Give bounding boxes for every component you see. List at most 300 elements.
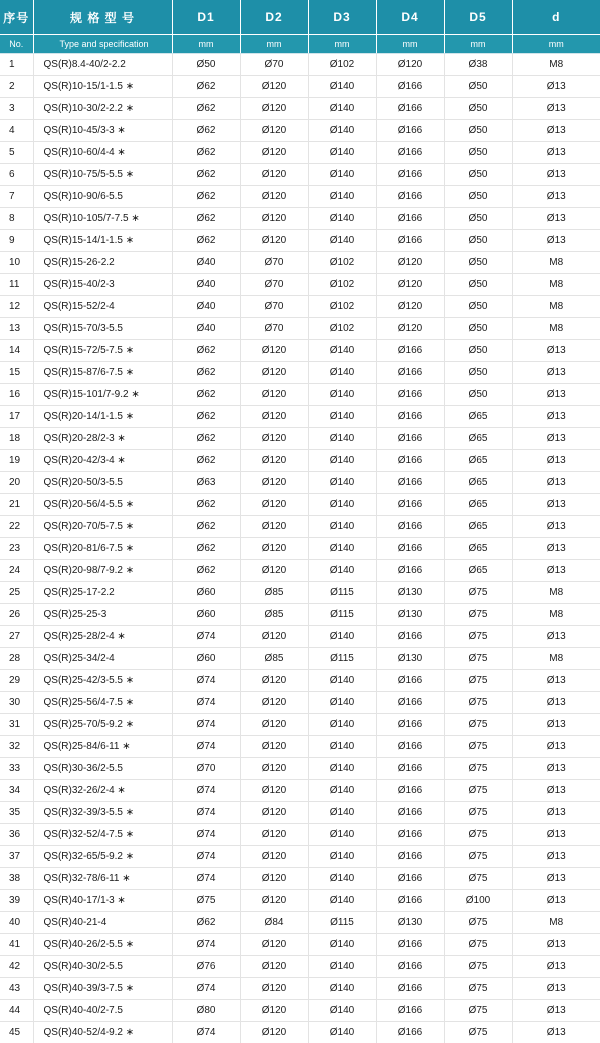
cell-no: 39 bbox=[0, 890, 33, 912]
cell-type: QS(R)40-21-4 bbox=[33, 912, 172, 934]
cell-type: QS(R)25-56/4-7.5 ∗ bbox=[33, 692, 172, 714]
cell-type: QS(R)20-56/4-5.5 ∗ bbox=[33, 494, 172, 516]
cell-d: Ø13 bbox=[512, 1022, 600, 1043]
cell-type: QS(R)10-15/1-1.5 ∗ bbox=[33, 76, 172, 98]
cell-type: QS(R)15-40/2-3 bbox=[33, 274, 172, 296]
cell-d3: Ø140 bbox=[308, 626, 376, 648]
cell-d4: Ø166 bbox=[376, 76, 444, 98]
cell-d2: Ø120 bbox=[240, 824, 308, 846]
cell-d2: Ø84 bbox=[240, 912, 308, 934]
cell-d4: Ø166 bbox=[376, 472, 444, 494]
cell-d2: Ø120 bbox=[240, 340, 308, 362]
cell-d: M8 bbox=[512, 274, 600, 296]
header-d4-cn: D4 bbox=[376, 0, 444, 35]
cell-type: QS(R)40-17/1-3 ∗ bbox=[33, 890, 172, 912]
cell-d1: Ø76 bbox=[172, 956, 240, 978]
cell-d5: Ø50 bbox=[444, 384, 512, 406]
table-row bbox=[0, 98, 600, 120]
cell-d4: Ø166 bbox=[376, 120, 444, 142]
cell-d2: Ø120 bbox=[240, 76, 308, 98]
table-row bbox=[0, 340, 600, 362]
cell-d: Ø13 bbox=[512, 956, 600, 978]
cell-d1: Ø74 bbox=[172, 780, 240, 802]
cell-no: 2 bbox=[0, 76, 33, 98]
header-d5-cn: D5 bbox=[444, 0, 512, 35]
table-row bbox=[0, 494, 600, 516]
header-d2-cn: D2 bbox=[240, 0, 308, 35]
cell-d1: Ø62 bbox=[172, 142, 240, 164]
table-row bbox=[0, 714, 600, 736]
cell-d1: Ø62 bbox=[172, 450, 240, 472]
cell-d4: Ø166 bbox=[376, 362, 444, 384]
cell-d2: Ø120 bbox=[240, 230, 308, 252]
table-row bbox=[0, 472, 600, 494]
table-row bbox=[0, 692, 600, 714]
cell-d2: Ø120 bbox=[240, 142, 308, 164]
cell-d4: Ø166 bbox=[376, 890, 444, 912]
cell-d: Ø13 bbox=[512, 868, 600, 890]
cell-d1: Ø62 bbox=[172, 164, 240, 186]
cell-no: 3 bbox=[0, 98, 33, 120]
cell-d: Ø13 bbox=[512, 494, 600, 516]
cell-no: 8 bbox=[0, 208, 33, 230]
cell-type: QS(R)40-39/3-7.5 ∗ bbox=[33, 978, 172, 1000]
cell-d5: Ø75 bbox=[444, 978, 512, 1000]
cell-d1: Ø74 bbox=[172, 868, 240, 890]
cell-d1: Ø40 bbox=[172, 274, 240, 296]
cell-no: 11 bbox=[0, 274, 33, 296]
cell-d3: Ø140 bbox=[308, 890, 376, 912]
table-row bbox=[0, 956, 600, 978]
header-d4-unit: mm bbox=[376, 35, 444, 54]
cell-type: QS(R)10-45/3-3 ∗ bbox=[33, 120, 172, 142]
cell-d5: Ø75 bbox=[444, 604, 512, 626]
cell-d3: Ø140 bbox=[308, 208, 376, 230]
cell-d2: Ø85 bbox=[240, 582, 308, 604]
cell-d: Ø13 bbox=[512, 516, 600, 538]
table-row bbox=[0, 384, 600, 406]
cell-d5: Ø50 bbox=[444, 98, 512, 120]
cell-d1: Ø62 bbox=[172, 208, 240, 230]
cell-d5: Ø75 bbox=[444, 846, 512, 868]
cell-d4: Ø166 bbox=[376, 802, 444, 824]
cell-d5: Ø75 bbox=[444, 692, 512, 714]
cell-d2: Ø120 bbox=[240, 692, 308, 714]
cell-d3: Ø115 bbox=[308, 582, 376, 604]
cell-d2: Ø120 bbox=[240, 868, 308, 890]
cell-type: QS(R)25-84/6-11 ∗ bbox=[33, 736, 172, 758]
cell-d2: Ø120 bbox=[240, 714, 308, 736]
cell-d2: Ø120 bbox=[240, 626, 308, 648]
cell-d: Ø13 bbox=[512, 626, 600, 648]
header-d1-unit: mm bbox=[172, 35, 240, 54]
cell-d4: Ø166 bbox=[376, 428, 444, 450]
cell-d3: Ø140 bbox=[308, 98, 376, 120]
cell-d2: Ø120 bbox=[240, 208, 308, 230]
cell-d2: Ø120 bbox=[240, 1000, 308, 1022]
cell-d1: Ø62 bbox=[172, 560, 240, 582]
cell-no: 32 bbox=[0, 736, 33, 758]
cell-d3: Ø140 bbox=[308, 736, 376, 758]
cell-d: Ø13 bbox=[512, 736, 600, 758]
cell-d1: Ø62 bbox=[172, 516, 240, 538]
cell-d1: Ø62 bbox=[172, 98, 240, 120]
cell-type: QS(R)20-14/1-1.5 ∗ bbox=[33, 406, 172, 428]
cell-no: 18 bbox=[0, 428, 33, 450]
cell-no: 1 bbox=[0, 54, 33, 76]
cell-type: QS(R)30-36/2-5.5 bbox=[33, 758, 172, 780]
cell-d5: Ø65 bbox=[444, 494, 512, 516]
cell-d: M8 bbox=[512, 252, 600, 274]
cell-d3: Ø140 bbox=[308, 758, 376, 780]
cell-d4: Ø166 bbox=[376, 494, 444, 516]
cell-no: 30 bbox=[0, 692, 33, 714]
cell-d4: Ø166 bbox=[376, 516, 444, 538]
cell-d: Ø13 bbox=[512, 560, 600, 582]
cell-d1: Ø74 bbox=[172, 670, 240, 692]
cell-d1: Ø50 bbox=[172, 54, 240, 76]
cell-d5: Ø65 bbox=[444, 560, 512, 582]
table-row bbox=[0, 318, 600, 340]
cell-d4: Ø166 bbox=[376, 340, 444, 362]
cell-d: Ø13 bbox=[512, 142, 600, 164]
header-row-cn bbox=[0, 0, 600, 35]
cell-d4: Ø166 bbox=[376, 186, 444, 208]
cell-d: Ø13 bbox=[512, 890, 600, 912]
header-d-unit: mm bbox=[512, 35, 600, 54]
cell-d2: Ø120 bbox=[240, 956, 308, 978]
cell-d5: Ø50 bbox=[444, 76, 512, 98]
cell-d2: Ø70 bbox=[240, 318, 308, 340]
cell-d5: Ø50 bbox=[444, 318, 512, 340]
cell-type: QS(R)25-34/2-4 bbox=[33, 648, 172, 670]
cell-no: 5 bbox=[0, 142, 33, 164]
cell-d: Ø13 bbox=[512, 208, 600, 230]
cell-d4: Ø166 bbox=[376, 98, 444, 120]
cell-d2: Ø120 bbox=[240, 670, 308, 692]
header-d1-cn: D1 bbox=[172, 0, 240, 35]
cell-no: 13 bbox=[0, 318, 33, 340]
cell-d3: Ø115 bbox=[308, 604, 376, 626]
cell-d4: Ø166 bbox=[376, 736, 444, 758]
cell-type: QS(R)25-42/3-5.5 ∗ bbox=[33, 670, 172, 692]
header-no-en: No. bbox=[0, 35, 33, 54]
cell-d3: Ø140 bbox=[308, 934, 376, 956]
cell-d: M8 bbox=[512, 648, 600, 670]
cell-d: M8 bbox=[512, 54, 600, 76]
cell-d1: Ø74 bbox=[172, 626, 240, 648]
cell-d4: Ø120 bbox=[376, 318, 444, 340]
cell-no: 23 bbox=[0, 538, 33, 560]
cell-d1: Ø74 bbox=[172, 802, 240, 824]
cell-type: QS(R)15-101/7-9.2 ∗ bbox=[33, 384, 172, 406]
cell-d4: Ø130 bbox=[376, 912, 444, 934]
cell-type: QS(R)32-65/5-9.2 ∗ bbox=[33, 846, 172, 868]
table-row bbox=[0, 230, 600, 252]
cell-d1: Ø62 bbox=[172, 384, 240, 406]
cell-d: Ø13 bbox=[512, 76, 600, 98]
cell-d1: Ø74 bbox=[172, 736, 240, 758]
cell-d5: Ø75 bbox=[444, 1022, 512, 1043]
table-row bbox=[0, 186, 600, 208]
cell-d2: Ø120 bbox=[240, 560, 308, 582]
cell-d1: Ø60 bbox=[172, 582, 240, 604]
cell-d3: Ø140 bbox=[308, 824, 376, 846]
cell-d4: Ø166 bbox=[376, 626, 444, 648]
cell-d1: Ø40 bbox=[172, 318, 240, 340]
cell-d5: Ø75 bbox=[444, 714, 512, 736]
table-row bbox=[0, 274, 600, 296]
cell-no: 26 bbox=[0, 604, 33, 626]
cell-d5: Ø50 bbox=[444, 362, 512, 384]
header-row-en bbox=[0, 35, 600, 54]
cell-d5: Ø50 bbox=[444, 340, 512, 362]
cell-d4: Ø130 bbox=[376, 604, 444, 626]
cell-type: QS(R)15-87/6-7.5 ∗ bbox=[33, 362, 172, 384]
cell-no: 44 bbox=[0, 1000, 33, 1022]
cell-d3: Ø102 bbox=[308, 296, 376, 318]
cell-d3: Ø140 bbox=[308, 450, 376, 472]
cell-d: Ø13 bbox=[512, 846, 600, 868]
cell-no: 10 bbox=[0, 252, 33, 274]
cell-d3: Ø140 bbox=[308, 142, 376, 164]
cell-d5: Ø75 bbox=[444, 802, 512, 824]
cell-d4: Ø120 bbox=[376, 54, 444, 76]
cell-d4: Ø166 bbox=[376, 406, 444, 428]
cell-no: 38 bbox=[0, 868, 33, 890]
cell-d5: Ø38 bbox=[444, 54, 512, 76]
cell-type: QS(R)10-75/5-5.5 ∗ bbox=[33, 164, 172, 186]
cell-d1: Ø63 bbox=[172, 472, 240, 494]
cell-d: Ø13 bbox=[512, 362, 600, 384]
header-d5-unit: mm bbox=[444, 35, 512, 54]
cell-no: 36 bbox=[0, 824, 33, 846]
header-d-cn: d bbox=[512, 0, 600, 35]
cell-d: Ø13 bbox=[512, 384, 600, 406]
table-row bbox=[0, 846, 600, 868]
cell-type: QS(R)15-52/2-4 bbox=[33, 296, 172, 318]
cell-no: 20 bbox=[0, 472, 33, 494]
cell-d5: Ø65 bbox=[444, 472, 512, 494]
cell-d1: Ø62 bbox=[172, 230, 240, 252]
cell-d3: Ø140 bbox=[308, 956, 376, 978]
cell-d4: Ø166 bbox=[376, 142, 444, 164]
cell-d3: Ø102 bbox=[308, 54, 376, 76]
cell-d3: Ø140 bbox=[308, 538, 376, 560]
cell-no: 45 bbox=[0, 1022, 33, 1043]
cell-d5: Ø75 bbox=[444, 670, 512, 692]
cell-no: 19 bbox=[0, 450, 33, 472]
table-row bbox=[0, 626, 600, 648]
cell-d3: Ø140 bbox=[308, 692, 376, 714]
cell-d2: Ø120 bbox=[240, 362, 308, 384]
table-row bbox=[0, 164, 600, 186]
cell-d5: Ø75 bbox=[444, 758, 512, 780]
cell-d2: Ø120 bbox=[240, 846, 308, 868]
cell-no: 34 bbox=[0, 780, 33, 802]
table-row bbox=[0, 736, 600, 758]
cell-d4: Ø166 bbox=[376, 692, 444, 714]
table-row bbox=[0, 912, 600, 934]
cell-d: Ø13 bbox=[512, 802, 600, 824]
cell-type: QS(R)40-30/2-5.5 bbox=[33, 956, 172, 978]
cell-d4: Ø166 bbox=[376, 868, 444, 890]
cell-d1: Ø62 bbox=[172, 340, 240, 362]
cell-d5: Ø65 bbox=[444, 450, 512, 472]
table-row bbox=[0, 362, 600, 384]
cell-no: 22 bbox=[0, 516, 33, 538]
cell-d: Ø13 bbox=[512, 538, 600, 560]
table-row bbox=[0, 142, 600, 164]
cell-d3: Ø140 bbox=[308, 802, 376, 824]
table-row bbox=[0, 1000, 600, 1022]
cell-d2: Ø70 bbox=[240, 54, 308, 76]
cell-d5: Ø65 bbox=[444, 428, 512, 450]
cell-type: QS(R)25-25-3 bbox=[33, 604, 172, 626]
cell-d3: Ø140 bbox=[308, 406, 376, 428]
cell-d3: Ø140 bbox=[308, 714, 376, 736]
cell-d5: Ø75 bbox=[444, 868, 512, 890]
cell-no: 7 bbox=[0, 186, 33, 208]
cell-type: QS(R)10-105/7-7.5 ∗ bbox=[33, 208, 172, 230]
cell-d3: Ø140 bbox=[308, 164, 376, 186]
cell-d3: Ø140 bbox=[308, 780, 376, 802]
cell-type: QS(R)40-26/2-5.5 ∗ bbox=[33, 934, 172, 956]
cell-d: Ø13 bbox=[512, 1000, 600, 1022]
table-row bbox=[0, 604, 600, 626]
cell-d: Ø13 bbox=[512, 98, 600, 120]
cell-d5: Ø75 bbox=[444, 934, 512, 956]
cell-d5: Ø75 bbox=[444, 626, 512, 648]
cell-d4: Ø166 bbox=[376, 670, 444, 692]
cell-no: 37 bbox=[0, 846, 33, 868]
cell-d1: Ø62 bbox=[172, 494, 240, 516]
cell-d3: Ø102 bbox=[308, 252, 376, 274]
header-type-cn: 规 格 型 号 bbox=[33, 0, 172, 35]
cell-d5: Ø100 bbox=[444, 890, 512, 912]
table-row bbox=[0, 934, 600, 956]
cell-d: Ø13 bbox=[512, 120, 600, 142]
cell-d: Ø13 bbox=[512, 164, 600, 186]
cell-d5: Ø75 bbox=[444, 956, 512, 978]
cell-no: 29 bbox=[0, 670, 33, 692]
cell-d3: Ø140 bbox=[308, 428, 376, 450]
cell-d5: Ø75 bbox=[444, 648, 512, 670]
cell-type: QS(R)20-81/6-7.5 ∗ bbox=[33, 538, 172, 560]
cell-d1: Ø74 bbox=[172, 934, 240, 956]
cell-d2: Ø120 bbox=[240, 406, 308, 428]
cell-d4: Ø166 bbox=[376, 164, 444, 186]
cell-d4: Ø166 bbox=[376, 934, 444, 956]
cell-type: QS(R)10-90/6-5.5 bbox=[33, 186, 172, 208]
table-row bbox=[0, 824, 600, 846]
cell-type: QS(R)32-78/6-11 ∗ bbox=[33, 868, 172, 890]
cell-d3: Ø140 bbox=[308, 384, 376, 406]
cell-d: Ø13 bbox=[512, 978, 600, 1000]
cell-d2: Ø120 bbox=[240, 736, 308, 758]
cell-d5: Ø75 bbox=[444, 912, 512, 934]
cell-d4: Ø166 bbox=[376, 846, 444, 868]
cell-d2: Ø120 bbox=[240, 1022, 308, 1043]
cell-d1: Ø62 bbox=[172, 120, 240, 142]
cell-d3: Ø140 bbox=[308, 230, 376, 252]
cell-type: QS(R)40-52/4-9.2 ∗ bbox=[33, 1022, 172, 1043]
cell-d: M8 bbox=[512, 318, 600, 340]
cell-d2: Ø120 bbox=[240, 98, 308, 120]
cell-d4: Ø166 bbox=[376, 1022, 444, 1043]
cell-type: QS(R)10-30/2-2.2 ∗ bbox=[33, 98, 172, 120]
table-row bbox=[0, 296, 600, 318]
cell-d: Ø13 bbox=[512, 186, 600, 208]
cell-d1: Ø74 bbox=[172, 714, 240, 736]
cell-d4: Ø166 bbox=[376, 384, 444, 406]
cell-type: QS(R)25-70/5-9.2 ∗ bbox=[33, 714, 172, 736]
table-row bbox=[0, 428, 600, 450]
table-row bbox=[0, 890, 600, 912]
cell-d: Ø13 bbox=[512, 450, 600, 472]
cell-d4: Ø120 bbox=[376, 296, 444, 318]
table-row bbox=[0, 758, 600, 780]
table-row bbox=[0, 450, 600, 472]
cell-d: Ø13 bbox=[512, 934, 600, 956]
cell-d: M8 bbox=[512, 582, 600, 604]
table-body bbox=[0, 54, 600, 1043]
cell-d2: Ø120 bbox=[240, 164, 308, 186]
cell-d1: Ø62 bbox=[172, 406, 240, 428]
cell-type: QS(R)15-72/5-7.5 ∗ bbox=[33, 340, 172, 362]
table-row bbox=[0, 560, 600, 582]
cell-d: Ø13 bbox=[512, 340, 600, 362]
cell-type: QS(R)32-52/4-7.5 ∗ bbox=[33, 824, 172, 846]
cell-d3: Ø140 bbox=[308, 516, 376, 538]
cell-d1: Ø62 bbox=[172, 912, 240, 934]
cell-d2: Ø70 bbox=[240, 252, 308, 274]
cell-d3: Ø140 bbox=[308, 846, 376, 868]
cell-type: QS(R)20-42/3-4 ∗ bbox=[33, 450, 172, 472]
table-row bbox=[0, 582, 600, 604]
cell-d3: Ø140 bbox=[308, 362, 376, 384]
cell-d: M8 bbox=[512, 912, 600, 934]
cell-d3: Ø140 bbox=[308, 120, 376, 142]
cell-d2: Ø120 bbox=[240, 758, 308, 780]
cell-d4: Ø166 bbox=[376, 956, 444, 978]
table-row bbox=[0, 252, 600, 274]
cell-d2: Ø120 bbox=[240, 516, 308, 538]
cell-d4: Ø130 bbox=[376, 582, 444, 604]
cell-d: Ø13 bbox=[512, 758, 600, 780]
table-row bbox=[0, 516, 600, 538]
cell-d5: Ø65 bbox=[444, 406, 512, 428]
table-header bbox=[0, 0, 600, 54]
cell-d1: Ø62 bbox=[172, 428, 240, 450]
cell-no: 43 bbox=[0, 978, 33, 1000]
header-d3-cn: D3 bbox=[308, 0, 376, 35]
cell-d2: Ø120 bbox=[240, 978, 308, 1000]
cell-d1: Ø74 bbox=[172, 846, 240, 868]
cell-d3: Ø140 bbox=[308, 560, 376, 582]
table-row bbox=[0, 406, 600, 428]
cell-d2: Ø70 bbox=[240, 274, 308, 296]
cell-d4: Ø166 bbox=[376, 758, 444, 780]
cell-d2: Ø120 bbox=[240, 450, 308, 472]
cell-no: 16 bbox=[0, 384, 33, 406]
cell-no: 21 bbox=[0, 494, 33, 516]
cell-d: M8 bbox=[512, 604, 600, 626]
cell-d4: Ø166 bbox=[376, 1000, 444, 1022]
cell-d3: Ø140 bbox=[308, 1022, 376, 1043]
cell-no: 17 bbox=[0, 406, 33, 428]
cell-d2: Ø120 bbox=[240, 780, 308, 802]
